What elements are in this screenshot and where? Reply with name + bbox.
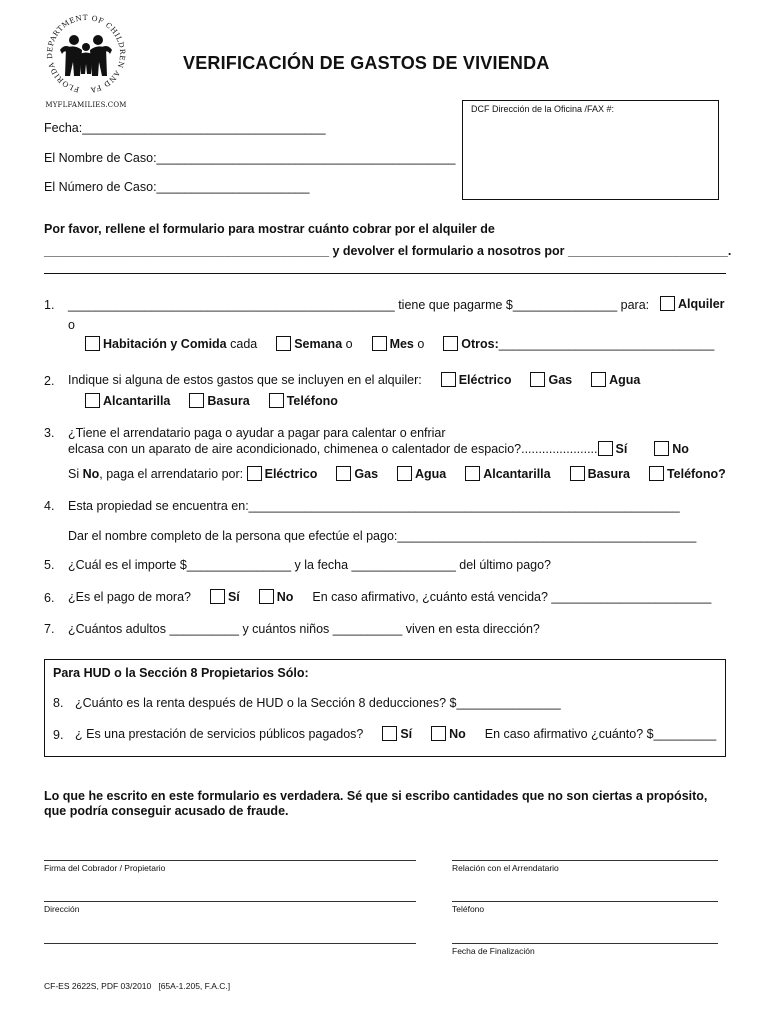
- q9-text: ¿ Es una prestación de servicios públicos pagados?: [75, 727, 364, 741]
- hud-header: Para HUD o la Sección 8 Propietarios Sólo:: [53, 666, 309, 680]
- q7-number: 7.: [44, 622, 55, 636]
- relacion-line[interactable]: [452, 860, 718, 861]
- semana-checkbox[interactable]: [276, 336, 291, 351]
- q6-number: 6.: [44, 591, 55, 605]
- q8-text[interactable]: ¿Cuánto es la renta después de HUD o la Sección 8 deducciones? $_______________: [75, 696, 561, 710]
- q3-telefono-label: Teléfono?: [666, 467, 726, 481]
- q2-number: 2.: [44, 374, 55, 388]
- q3-agua-checkbox[interactable]: [397, 466, 412, 481]
- q9-no-checkbox[interactable]: [431, 726, 446, 741]
- q5-text[interactable]: ¿Cuál es el importe $_______________ y la fecha _______________ del último pago?: [68, 558, 552, 572]
- fecha-field[interactable]: Fecha:___________________________________: [44, 121, 326, 135]
- instructions-line2[interactable]: _________________________________________ y devolver el formulario a nosotros por _______________________.: [44, 244, 732, 258]
- firma-label: Firma del Cobrador / Propietario: [44, 863, 166, 873]
- q9-rest[interactable]: En caso afirmativo ¿cuánto? $_________: [484, 727, 717, 741]
- q3-number: 3.: [44, 426, 55, 440]
- q9-number: 9.: [53, 728, 64, 742]
- mes-label: Mes: [389, 337, 414, 351]
- q4-number: 4.: [44, 499, 55, 513]
- q1-or: o: [68, 318, 75, 332]
- otros-label: Otros:: [461, 337, 499, 351]
- q2-agua-label: Agua: [609, 373, 641, 387]
- q6-no-checkbox[interactable]: [259, 589, 274, 604]
- relacion-label: Relación con el Arrendatario: [452, 863, 559, 873]
- q3-line2-row: [68, 441, 689, 456]
- q2-electrico-checkbox[interactable]: [441, 372, 456, 387]
- q9-no-label: No: [449, 727, 466, 741]
- q6-rest[interactable]: En caso afirmativo, ¿cuánto está vencida? _______________________: [312, 590, 712, 604]
- family-seal-icon: [40, 14, 132, 98]
- q6-si-checkbox[interactable]: [210, 589, 225, 604]
- q6-text: ¿Es el pago de mora?: [68, 590, 191, 604]
- mes-checkbox[interactable]: [372, 336, 387, 351]
- q3-if-no-prefix: Si: [68, 467, 80, 481]
- or-label: o: [345, 337, 353, 351]
- cada-label: cada: [230, 337, 258, 351]
- q3-no-checkbox[interactable]: [654, 441, 669, 456]
- office-address-box[interactable]: [462, 100, 719, 200]
- habitacion-label: Habitación y Comida: [103, 337, 227, 351]
- q2-telefono-label: Teléfono: [286, 394, 338, 408]
- q5-number: 5.: [44, 558, 55, 572]
- fecha-fin-label: Fecha de Finalización: [452, 946, 535, 956]
- q2-gas-checkbox[interactable]: [530, 372, 545, 387]
- hud-section-box: [44, 659, 726, 757]
- q3-no-label: No: [672, 442, 689, 456]
- instructions-line1: Por favor, rellene el formulario para mostrar cuánto cobrar por el alquiler de: [44, 222, 495, 236]
- logo-url: MYFLFAMILIES.COM: [45, 101, 127, 109]
- semana-label: Semana: [294, 337, 343, 351]
- q6-no-label: No: [276, 590, 294, 604]
- q2-alcantarilla-label: Alcantarilla: [103, 394, 171, 408]
- q3-telefono-checkbox[interactable]: [649, 466, 664, 481]
- q3-si-label: Sí: [615, 442, 628, 456]
- q4-payer-name-field[interactable]: Dar el nombre completo de la persona que efectúe el pago:___________________________________________: [68, 529, 697, 543]
- q9-si-label: Sí: [400, 727, 413, 741]
- declaration-line1: Lo que he escrito en este formulario es verdadera. Sé que si escribo cantidades que no son ciertas a propósito,: [44, 789, 708, 803]
- q3-agua-label: Agua: [415, 467, 447, 481]
- q3-alcantarilla-label: Alcantarilla: [483, 467, 551, 481]
- svg-text:FLORIDA DEPARTMENT OF CHILDREN: FLORIDA DEPARTMENT OF CHILDREN AND FA: [44, 14, 128, 95]
- q2-row2: [85, 393, 338, 408]
- otros-line[interactable]: _______________________________: [498, 337, 715, 351]
- q1-text[interactable]: _______________________________________________ tiene que pagarme $_______________ para:: [68, 298, 650, 312]
- direccion-line-2[interactable]: [44, 943, 416, 944]
- q3-si-checkbox[interactable]: [598, 441, 613, 456]
- q2-telefono-checkbox[interactable]: [269, 393, 284, 408]
- q9-si-checkbox[interactable]: [382, 726, 397, 741]
- q2-basura-label: Basura: [207, 394, 250, 408]
- declaration-line2: que podría conseguir acusado de fraude.: [44, 804, 289, 818]
- direccion-line[interactable]: [44, 901, 416, 902]
- q2-basura-checkbox[interactable]: [189, 393, 204, 408]
- or-label: o: [417, 337, 425, 351]
- q3-line1: ¿Tiene el arrendatario paga o ayudar a pagar para calentar o enfriar: [68, 426, 446, 440]
- q2-gas-label: Gas: [548, 373, 573, 387]
- q3-electrico-checkbox[interactable]: [247, 466, 262, 481]
- firma-line[interactable]: [44, 860, 416, 861]
- q3-basura-checkbox[interactable]: [570, 466, 585, 481]
- case-number-field[interactable]: El Número de Caso:______________________: [44, 180, 310, 194]
- telefono-line[interactable]: [452, 901, 718, 902]
- otros-checkbox[interactable]: [443, 336, 458, 351]
- q9-row: [75, 726, 716, 741]
- q3-if-no-row: [68, 466, 726, 481]
- q3-basura-label: Basura: [587, 467, 630, 481]
- q3-electrico-label: Eléctrico: [264, 467, 318, 481]
- q4-address-field[interactable]: Esta propiedad se encuentra en:______________________________________________________________: [68, 499, 680, 513]
- alquiler-label: Alquiler: [678, 297, 725, 311]
- q1-number: 1.: [44, 298, 55, 312]
- direccion-label: Dirección: [44, 904, 80, 914]
- section-divider: [44, 273, 726, 274]
- q2-text: Indique si alguna de estos gastos que se incluyen en el alquiler:: [68, 373, 422, 387]
- telefono-label: Teléfono: [452, 904, 485, 914]
- q3-if-no-bold: No: [82, 467, 100, 481]
- page-title: VERIFICACIÓN DE GASTOS DE VIVIENDA: [183, 53, 550, 73]
- q1-row2: [85, 336, 714, 351]
- case-name-field[interactable]: El Nombre de Caso:___________________________________________: [44, 151, 456, 165]
- q3-gas-label: Gas: [354, 467, 379, 481]
- q7-text[interactable]: ¿Cuántos adultos __________ y cuántos niños __________ viven en esta dirección?: [68, 622, 540, 636]
- q2-agua-checkbox[interactable]: [591, 372, 606, 387]
- alquiler-checkbox[interactable]: [660, 296, 675, 311]
- q6-si-label: Sí: [227, 590, 240, 604]
- form-footer-code: CF-ES 2622S, PDF 03/2010 [65A-1.205, F.A.C.]: [44, 981, 231, 991]
- q8-number: 8.: [53, 696, 64, 710]
- habitacion-checkbox[interactable]: [85, 336, 100, 351]
- q1-alquiler-option[interactable]: [660, 296, 725, 311]
- q3-gas-checkbox[interactable]: [336, 466, 351, 481]
- office-box-label: DCF Dirección de la Oficina /FAX #:: [471, 104, 615, 114]
- q2-electrico-label: Eléctrico: [458, 373, 512, 387]
- q2-row1: [68, 372, 640, 387]
- q3-alcantarilla-checkbox[interactable]: [465, 466, 480, 481]
- q3-if-no-rest: , paga el arrendatario por:: [99, 467, 244, 481]
- fecha-fin-line[interactable]: [452, 943, 718, 944]
- dcf-logo: [40, 14, 132, 110]
- q3-line2: elcasa con un aparato de aire acondicionado, chimenea o calentador de espacio?......................: [68, 442, 598, 456]
- q6-row: [68, 589, 711, 604]
- q2-alcantarilla-checkbox[interactable]: [85, 393, 100, 408]
